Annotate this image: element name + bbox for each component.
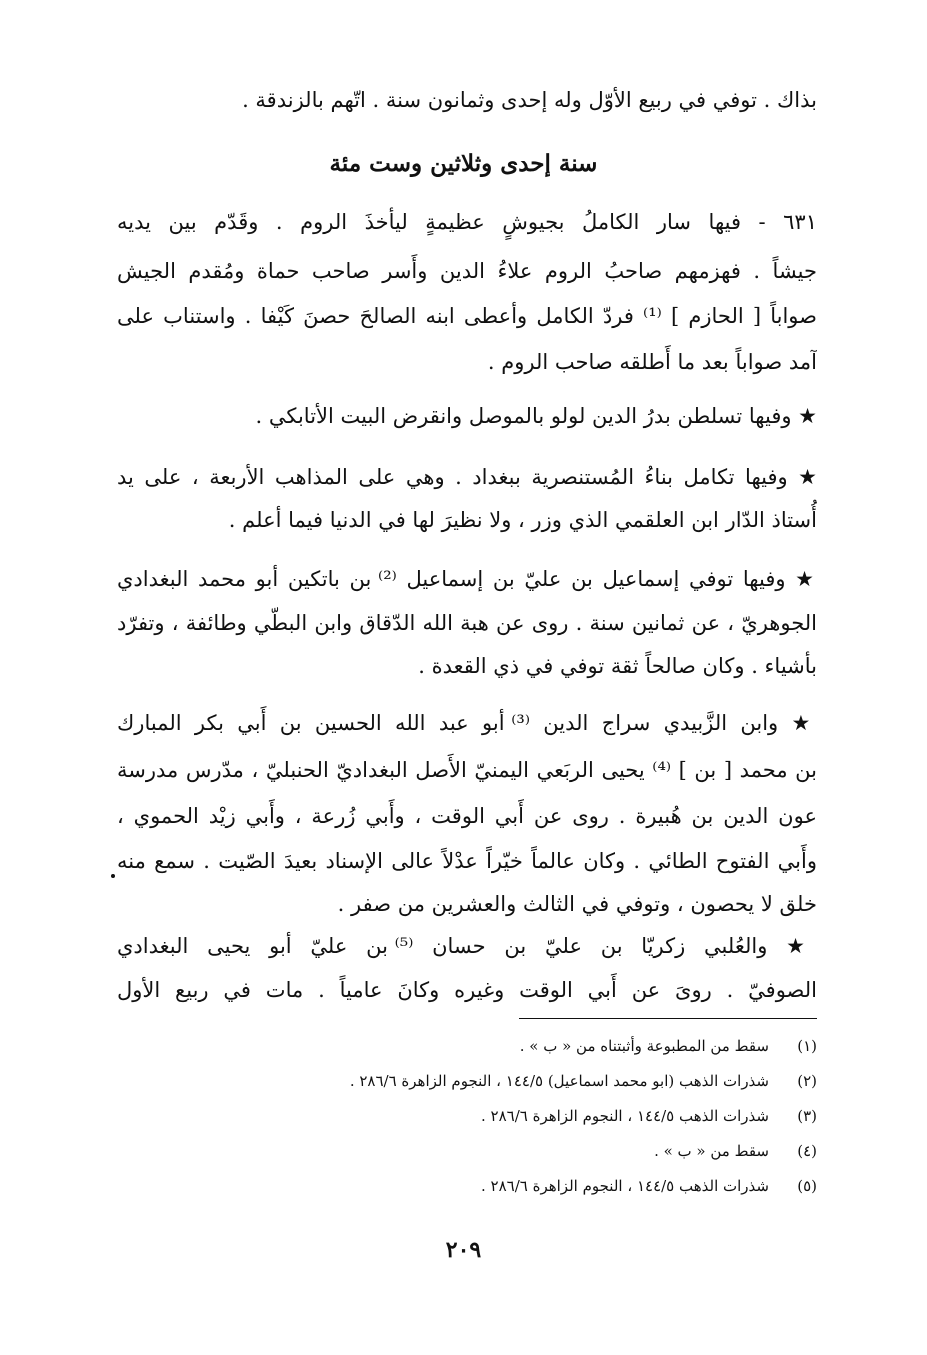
paragraph-line: الجوهريّ ، عن ثمانين سنة . روى عن هبة الله الدّقاق وابن البطّي وطائفة ، وتفرّد <box>117 611 817 635</box>
footnote-text: سقط من المطبوعة وأثبتناه من « ب » . <box>519 1037 769 1055</box>
footnote-number: (٢) <box>797 1072 817 1090</box>
footnote-text: شذرات الذهب ١٤٤/٥ ، النجوم الزاهرة ٢٨٦/٦ . <box>481 1177 769 1195</box>
paragraph-line: أُستاذ الدّار ابن العلقمي الذي وزر ، ولا نظيرَ لها في الدنيا فيما أعلم . <box>228 508 817 532</box>
opening-line: بذاك . توفي في ربيع الأوّل وله إحدى وثمانون سنة . اتّهم بالزندقة . <box>242 88 817 112</box>
paragraph-line: بن محمد [ بن ] ⁽⁴⁾ يحيى الربَعي اليمنيّ الأَصل البغداديّ الحنبليّ ، مدّرس مدرسة <box>117 758 817 782</box>
footnote-number: (٤) <box>797 1142 817 1160</box>
paragraph-line: صواباً [ الحازم ] ⁽¹⁾ فردّ الكامل وأعطى ابنه الصالحَ حصنَ كَيْفا . واستناب على <box>117 304 817 328</box>
paragraph-line: الصوفيّ . روىَ عن أَبي الوقت وغيره وكانَ عامياً . مات في ربيع الأول <box>117 978 817 1002</box>
ink-dot <box>111 874 115 878</box>
paragraph-line: ★ والعُلبي زكريّا بن عليّ بن حسان ⁽⁵⁾ بن عليّ أبو يحيى البغدادي <box>117 934 817 958</box>
footnote <box>117 1171 817 1201</box>
paragraph-line: ★ وفيها توفي إسماعيل بن عليّ بن إسماعيل ⁽²⁾ بن باتكين أبو محمد البغدادي <box>117 567 817 591</box>
paragraph-line: وأَبي الفتوح الطائي . وكان عالماً خيّراً عدْلاً عالى الإسناد بعيدَ الصّيت . سمع منه <box>117 849 817 873</box>
paragraph-line: عون الدين بن هُبيرة . روى عن أَبي الوقت ، وأَبي زُرعة ، وأَبي زيْد الحموي ، <box>117 804 817 828</box>
footnote-text: شذرات الذهب (ابو محمد اسماعيل) ١٤٤/٥ ، النجوم الزاهرة ٢٨٦/٦ . <box>349 1072 769 1090</box>
paragraph-line: ★ وفيها تكامل بناءُ المُستنصرية ببغداد . وهي على المذاهب الأربعة ، على يد <box>117 465 817 489</box>
paragraph-line: خلق لا يحصون ، وتوفي في الثالث والعشرين من صفر . <box>337 892 817 916</box>
footnote <box>117 1066 817 1096</box>
paragraph-line: بأشياء . وكان صالحاً ثقة توفي في ذي القعدة . <box>418 654 817 678</box>
footnote <box>117 1031 817 1061</box>
paragraph-line: ★ وابن الزَّبيدي سراج الدين ⁽³⁾ أبو عبد الله الحسين بن أَبي بكر المبارك <box>117 711 817 735</box>
footnote-number: (٥) <box>797 1177 817 1195</box>
footnote-separator <box>519 1018 817 1019</box>
page-number: ٢٠٩ <box>445 1237 482 1263</box>
paragraph-line: ★ وفيها تسلطن بدرُ الدين لولو بالموصل وانقرض البيت الأتابكي . <box>255 404 817 428</box>
footnote <box>117 1101 817 1131</box>
footnote-number: (٣) <box>797 1107 817 1125</box>
footnote-text: سقط من « ب » . <box>654 1142 769 1160</box>
paragraph-line: جيشاً . فهزمهم صاحبُ الروم علاءُ الدين وأَسر صاحب حماة ومُقدم الجيش <box>117 259 817 283</box>
paragraph-line: آمد صواباً بعد ما أَطلقه صاحب الروم . <box>487 350 817 374</box>
section-heading: سنة إحدى وثلاثين وست مئة <box>329 150 598 177</box>
paragraph-line: ٦٣١ - فيها سار الكاملُ بجيوشٍ عظيمةٍ ليأخذَ الروم . وقَدّم بين يديه <box>117 210 817 234</box>
footnote-text: شذرات الذهب ١٤٤/٥ ، النجوم الزاهرة ٢٨٦/٦ . <box>481 1107 769 1125</box>
footnote-number: (١) <box>797 1037 817 1055</box>
footnote <box>117 1136 817 1166</box>
